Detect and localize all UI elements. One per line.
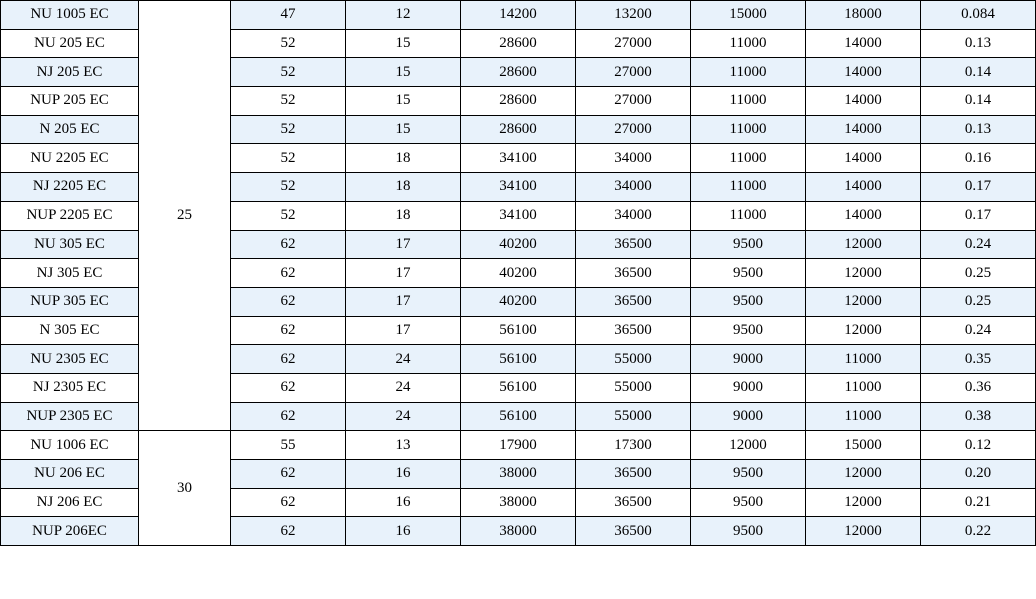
designation-cell: NJ 205 EC	[1, 58, 139, 87]
value-cell-mass: 0.36	[921, 373, 1036, 402]
value-cell-mass: 0.35	[921, 345, 1036, 374]
designation-cell: NUP 2205 EC	[1, 201, 139, 230]
value-cell-speed-lim: 12000	[806, 259, 921, 288]
value-cell-speed-lim: 15000	[806, 431, 921, 460]
value-cell-d: 52	[231, 144, 346, 173]
value-cell-c0: 55000	[576, 402, 691, 431]
value-cell-b: 18	[346, 201, 461, 230]
designation-cell: NUP 205 EC	[1, 87, 139, 116]
value-cell-speed-lim: 12000	[806, 287, 921, 316]
value-cell-speed-lim: 18000	[806, 1, 921, 30]
value-cell-c: 34100	[461, 173, 576, 202]
value-cell-c: 38000	[461, 488, 576, 517]
value-cell-mass: 0.14	[921, 58, 1036, 87]
value-cell-mass: 0.24	[921, 316, 1036, 345]
value-cell-d: 52	[231, 87, 346, 116]
value-cell-b: 15	[346, 87, 461, 116]
designation-cell: NUP 305 EC	[1, 287, 139, 316]
value-cell-speed-lim: 14000	[806, 29, 921, 58]
value-cell-c: 34100	[461, 201, 576, 230]
designation-cell: NU 2205 EC	[1, 144, 139, 173]
value-cell-mass: 0.17	[921, 201, 1036, 230]
value-cell-c0: 36500	[576, 287, 691, 316]
value-cell-speed-lim: 14000	[806, 87, 921, 116]
value-cell-c: 38000	[461, 460, 576, 489]
value-cell-b: 17	[346, 230, 461, 259]
value-cell-speed-ref: 11000	[691, 173, 806, 202]
value-cell-c0: 17300	[576, 431, 691, 460]
value-cell-c0: 36500	[576, 488, 691, 517]
value-cell-speed-ref: 11000	[691, 201, 806, 230]
value-cell-d: 62	[231, 460, 346, 489]
table-row	[1, 431, 1036, 460]
value-cell-d: 62	[231, 316, 346, 345]
value-cell-d: 62	[231, 488, 346, 517]
value-cell-speed-ref: 9500	[691, 259, 806, 288]
value-cell-b: 16	[346, 460, 461, 489]
value-cell-speed-lim: 11000	[806, 373, 921, 402]
value-cell-mass: 0.25	[921, 287, 1036, 316]
value-cell-mass: 0.17	[921, 173, 1036, 202]
value-cell-c0: 36500	[576, 460, 691, 489]
designation-cell: NU 1005 EC	[1, 1, 139, 30]
value-cell-c: 56100	[461, 373, 576, 402]
value-cell-c0: 36500	[576, 259, 691, 288]
designation-cell: NJ 305 EC	[1, 259, 139, 288]
designation-cell: NUP 206EC	[1, 517, 139, 546]
value-cell-b: 12	[346, 1, 461, 30]
value-cell-speed-lim: 11000	[806, 402, 921, 431]
value-cell-c0: 27000	[576, 58, 691, 87]
value-cell-speed-ref: 9500	[691, 316, 806, 345]
designation-cell: NUP 2305 EC	[1, 402, 139, 431]
value-cell-speed-ref: 11000	[691, 58, 806, 87]
value-cell-c: 40200	[461, 230, 576, 259]
bore-diameter-cell: 25	[139, 1, 231, 431]
value-cell-d: 62	[231, 345, 346, 374]
value-cell-speed-ref: 9500	[691, 287, 806, 316]
value-cell-mass: 0.21	[921, 488, 1036, 517]
value-cell-c0: 34000	[576, 201, 691, 230]
value-cell-speed-ref: 9000	[691, 402, 806, 431]
value-cell-mass: 0.16	[921, 144, 1036, 173]
value-cell-c: 28600	[461, 58, 576, 87]
value-cell-c: 28600	[461, 87, 576, 116]
value-cell-c0: 34000	[576, 144, 691, 173]
value-cell-c: 40200	[461, 259, 576, 288]
bore-diameter-cell: 30	[139, 431, 231, 546]
value-cell-c0: 13200	[576, 1, 691, 30]
value-cell-d: 62	[231, 259, 346, 288]
value-cell-d: 52	[231, 115, 346, 144]
value-cell-speed-ref: 9500	[691, 230, 806, 259]
value-cell-d: 62	[231, 230, 346, 259]
designation-cell: NJ 2305 EC	[1, 373, 139, 402]
value-cell-speed-lim: 14000	[806, 115, 921, 144]
value-cell-b: 15	[346, 115, 461, 144]
value-cell-b: 13	[346, 431, 461, 460]
value-cell-b: 16	[346, 488, 461, 517]
value-cell-speed-ref: 9500	[691, 517, 806, 546]
designation-cell: NU 305 EC	[1, 230, 139, 259]
value-cell-speed-lim: 12000	[806, 316, 921, 345]
value-cell-d: 62	[231, 517, 346, 546]
value-cell-b: 24	[346, 402, 461, 431]
value-cell-d: 52	[231, 173, 346, 202]
value-cell-speed-ref: 11000	[691, 115, 806, 144]
value-cell-d: 62	[231, 287, 346, 316]
value-cell-speed-lim: 14000	[806, 58, 921, 87]
value-cell-c: 56100	[461, 345, 576, 374]
value-cell-speed-ref: 9500	[691, 460, 806, 489]
value-cell-speed-lim: 12000	[806, 230, 921, 259]
value-cell-speed-lim: 14000	[806, 144, 921, 173]
value-cell-mass: 0.084	[921, 1, 1036, 30]
value-cell-b: 17	[346, 259, 461, 288]
value-cell-d: 62	[231, 402, 346, 431]
value-cell-speed-ref: 11000	[691, 87, 806, 116]
value-cell-mass: 0.13	[921, 29, 1036, 58]
value-cell-c0: 36500	[576, 517, 691, 546]
designation-cell: NJ 206 EC	[1, 488, 139, 517]
value-cell-b: 15	[346, 58, 461, 87]
value-cell-d: 47	[231, 1, 346, 30]
value-cell-c: 28600	[461, 115, 576, 144]
value-cell-c: 28600	[461, 29, 576, 58]
value-cell-mass: 0.13	[921, 115, 1036, 144]
value-cell-mass: 0.38	[921, 402, 1036, 431]
value-cell-b: 24	[346, 373, 461, 402]
value-cell-mass: 0.20	[921, 460, 1036, 489]
value-cell-d: 52	[231, 201, 346, 230]
value-cell-c: 56100	[461, 402, 576, 431]
value-cell-speed-lim: 14000	[806, 173, 921, 202]
value-cell-speed-lim: 12000	[806, 460, 921, 489]
value-cell-speed-lim: 11000	[806, 345, 921, 374]
value-cell-c: 14200	[461, 1, 576, 30]
designation-cell: N 305 EC	[1, 316, 139, 345]
value-cell-mass: 0.24	[921, 230, 1036, 259]
value-cell-speed-lim: 14000	[806, 201, 921, 230]
value-cell-d: 52	[231, 58, 346, 87]
value-cell-c: 38000	[461, 517, 576, 546]
value-cell-b: 17	[346, 287, 461, 316]
value-cell-c0: 36500	[576, 230, 691, 259]
value-cell-c0: 27000	[576, 115, 691, 144]
value-cell-c0: 55000	[576, 345, 691, 374]
value-cell-c: 17900	[461, 431, 576, 460]
value-cell-b: 24	[346, 345, 461, 374]
value-cell-speed-ref: 9500	[691, 488, 806, 517]
value-cell-mass: 0.22	[921, 517, 1036, 546]
value-cell-speed-ref: 9000	[691, 373, 806, 402]
value-cell-c0: 27000	[576, 29, 691, 58]
value-cell-speed-ref: 12000	[691, 431, 806, 460]
value-cell-c0: 36500	[576, 316, 691, 345]
value-cell-b: 18	[346, 144, 461, 173]
value-cell-speed-ref: 11000	[691, 29, 806, 58]
value-cell-mass: 0.25	[921, 259, 1036, 288]
value-cell-c: 34100	[461, 144, 576, 173]
value-cell-c: 56100	[461, 316, 576, 345]
table-body	[1, 1, 1036, 546]
designation-cell: NJ 2205 EC	[1, 173, 139, 202]
value-cell-c0: 27000	[576, 87, 691, 116]
value-cell-speed-ref: 15000	[691, 1, 806, 30]
value-cell-c0: 34000	[576, 173, 691, 202]
value-cell-mass: 0.14	[921, 87, 1036, 116]
designation-cell: NU 205 EC	[1, 29, 139, 58]
value-cell-speed-lim: 12000	[806, 488, 921, 517]
table-row	[1, 1, 1036, 30]
value-cell-b: 15	[346, 29, 461, 58]
designation-cell: NU 1006 EC	[1, 431, 139, 460]
value-cell-b: 17	[346, 316, 461, 345]
designation-cell: NU 2305 EC	[1, 345, 139, 374]
value-cell-speed-ref: 9000	[691, 345, 806, 374]
value-cell-b: 16	[346, 517, 461, 546]
value-cell-b: 18	[346, 173, 461, 202]
designation-cell: NU 206 EC	[1, 460, 139, 489]
value-cell-speed-lim: 12000	[806, 517, 921, 546]
value-cell-d: 52	[231, 29, 346, 58]
designation-cell: N 205 EC	[1, 115, 139, 144]
value-cell-d: 62	[231, 373, 346, 402]
value-cell-mass: 0.12	[921, 431, 1036, 460]
value-cell-c: 40200	[461, 287, 576, 316]
value-cell-speed-ref: 11000	[691, 144, 806, 173]
value-cell-d: 55	[231, 431, 346, 460]
value-cell-c0: 55000	[576, 373, 691, 402]
